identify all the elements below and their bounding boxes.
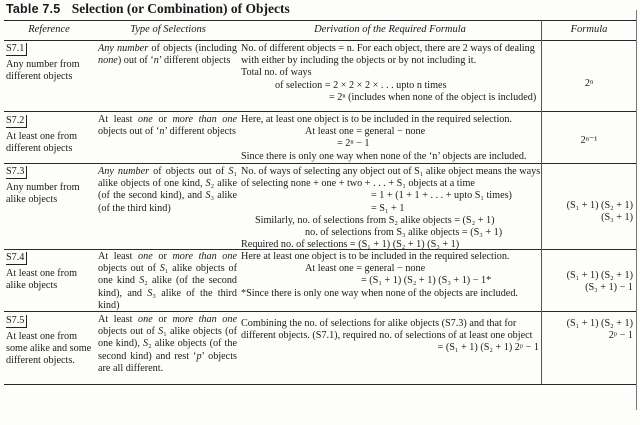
row-s7-2-type: At least one or more than one objects out of ‘n’ different objects xyxy=(98,114,237,138)
formula-line: (S₁ + 1) (S₂ + 1) xyxy=(566,200,633,211)
derivation-line: Since there is only one way when none of the ‘n’ objects are included. xyxy=(241,150,527,162)
header-type: Type of Selections xyxy=(130,24,206,35)
derivation-line: Combining the no. of selections for alike objects (S7.3) and that for xyxy=(241,318,517,329)
formula-line: (S₁ + 1) (S₂ + 1) xyxy=(566,318,633,329)
table-title xyxy=(6,1,290,17)
row-s7-2-formula: 2ⁿ⁻¹ xyxy=(580,135,598,146)
header-reference: Reference xyxy=(28,24,70,35)
derivation-line: No. of different objects = n. For each object, there are 2 ways of dealing xyxy=(241,43,535,54)
derivation-line: *Since there is only one way when none of the objects are included. xyxy=(241,287,518,299)
derivation-line: Here, at least one object is to be included in the required selection. xyxy=(241,114,513,125)
reference-code: S7.5 xyxy=(6,315,27,328)
formula-line: (S₁ + 1) (S₂ + 1) xyxy=(566,270,633,281)
derivation-line: = (S₁ + 1) (S₂ + 1) (S₃ + 1) − 1* xyxy=(361,275,492,287)
reference-label: At least one from some alike and some different objects. xyxy=(6,331,92,367)
row-s7-4-type: At least one or more than one objects out of S₁ alike objects of one kind S₂ alike (of the second kind), and S₃ alike of the third kind) xyxy=(98,251,237,311)
rule-bottom xyxy=(4,384,636,385)
derivation-line: No. of ways of selecting any object out of S₁ alike object means the ways xyxy=(241,166,541,177)
row-s7-4-formula xyxy=(542,270,633,294)
row-s7-5-derivation xyxy=(241,318,539,355)
reference-code: S7.2 xyxy=(6,115,27,128)
reference-label: At least one from alike objects xyxy=(6,268,78,292)
reference-label: At least one from different objects xyxy=(6,131,78,155)
derivation-line: At least one = general − none xyxy=(305,263,426,275)
row-s7-4-reference xyxy=(6,252,94,292)
table-number: Table 7.5 xyxy=(6,2,61,16)
derivation-line: Similarly, no. of selections from S₂ alike objects = (S₂ + 1) xyxy=(255,214,495,226)
formula-line: (S₃ + 1) xyxy=(601,212,633,224)
header-derivation: Derivation of the Required Formula xyxy=(314,24,466,35)
row-s7-3-reference xyxy=(6,166,94,206)
derivation-line: Here at least one object is to be included in the required selection. xyxy=(241,251,510,262)
header-formula: Formula xyxy=(570,24,608,35)
derivation-line: = 1 + (1 + 1 + . . . + upto S₁ times) xyxy=(371,190,512,202)
derivation-line: of selecting none + one + two + . . . + S₁ objects at a time xyxy=(241,178,475,190)
row-s7-1-formula: 2ⁿ xyxy=(584,78,594,89)
derivation-line: no. of selections from S₃ alike objects = (S₃ + 1) xyxy=(305,227,503,239)
table-caption: Selection (or Combination) of Objects xyxy=(71,1,290,16)
derivation-line: Required no. of selections = (S₁ + 1) (S₂ + 1) (S₃ + 1) xyxy=(241,239,460,251)
row-s7-2-derivation xyxy=(241,114,539,163)
row-s7-5-formula xyxy=(542,318,633,342)
derivation-line: with either by including the objects or by not including it. xyxy=(241,55,477,67)
formula-line: (S₃ + 1) − 1 xyxy=(585,282,633,294)
reference-code: S7.3 xyxy=(6,166,27,179)
reference-code: S7.4 xyxy=(6,252,27,265)
derivation-line: At least one = general − none xyxy=(305,126,426,138)
derivation-line: = 2ⁿ − 1 xyxy=(337,138,370,150)
formula-line: 2ᵖ − 1 xyxy=(608,330,633,342)
row-s7-4-derivation xyxy=(241,251,539,300)
row-s7-3-type: Any number of objects out of S₁ alike objects of one kind, S₂ alike (of the second kind), and S₃ alike (of the third kind) xyxy=(98,166,237,214)
row-s7-3-formula xyxy=(542,200,633,224)
derivation-line: of selection = 2 × 2 × 2 × . . . upto n times xyxy=(275,79,447,91)
reference-label: Any number from different objects xyxy=(6,59,80,83)
row-s7-1-derivation xyxy=(241,43,539,104)
derivation-line: = (S₁ + 1) (S₂ + 1) 2ᵖ − 1 xyxy=(437,342,539,354)
row-s7-5-type: At least one or more than one objects out of S₁ alike objects (of one kind), S₂ alike objects (of the second kind) and rest ‘p’ objects are all different. xyxy=(98,314,237,374)
reference-label: Any number from alike objects xyxy=(6,182,80,206)
row-s7-5-reference xyxy=(6,315,94,368)
derivation-line: different objects. (S7.1), required no. of selections of at least one object xyxy=(241,330,533,342)
derivation-line: Total no. of ways xyxy=(241,67,312,79)
row-s7-3-derivation xyxy=(241,166,539,251)
page-edge-line xyxy=(636,10,637,410)
derivation-line: = 2ⁿ (includes when none of the object is included) xyxy=(329,91,537,103)
row-s7-1-reference xyxy=(6,43,94,83)
row-s7-1-type: Any number of objects (including none) out of ‘n’ different objects xyxy=(98,43,237,67)
derivation-line: = S₁ + 1 xyxy=(371,202,405,214)
row-s7-2-reference xyxy=(6,115,94,155)
reference-code: S7.1 xyxy=(6,43,27,56)
